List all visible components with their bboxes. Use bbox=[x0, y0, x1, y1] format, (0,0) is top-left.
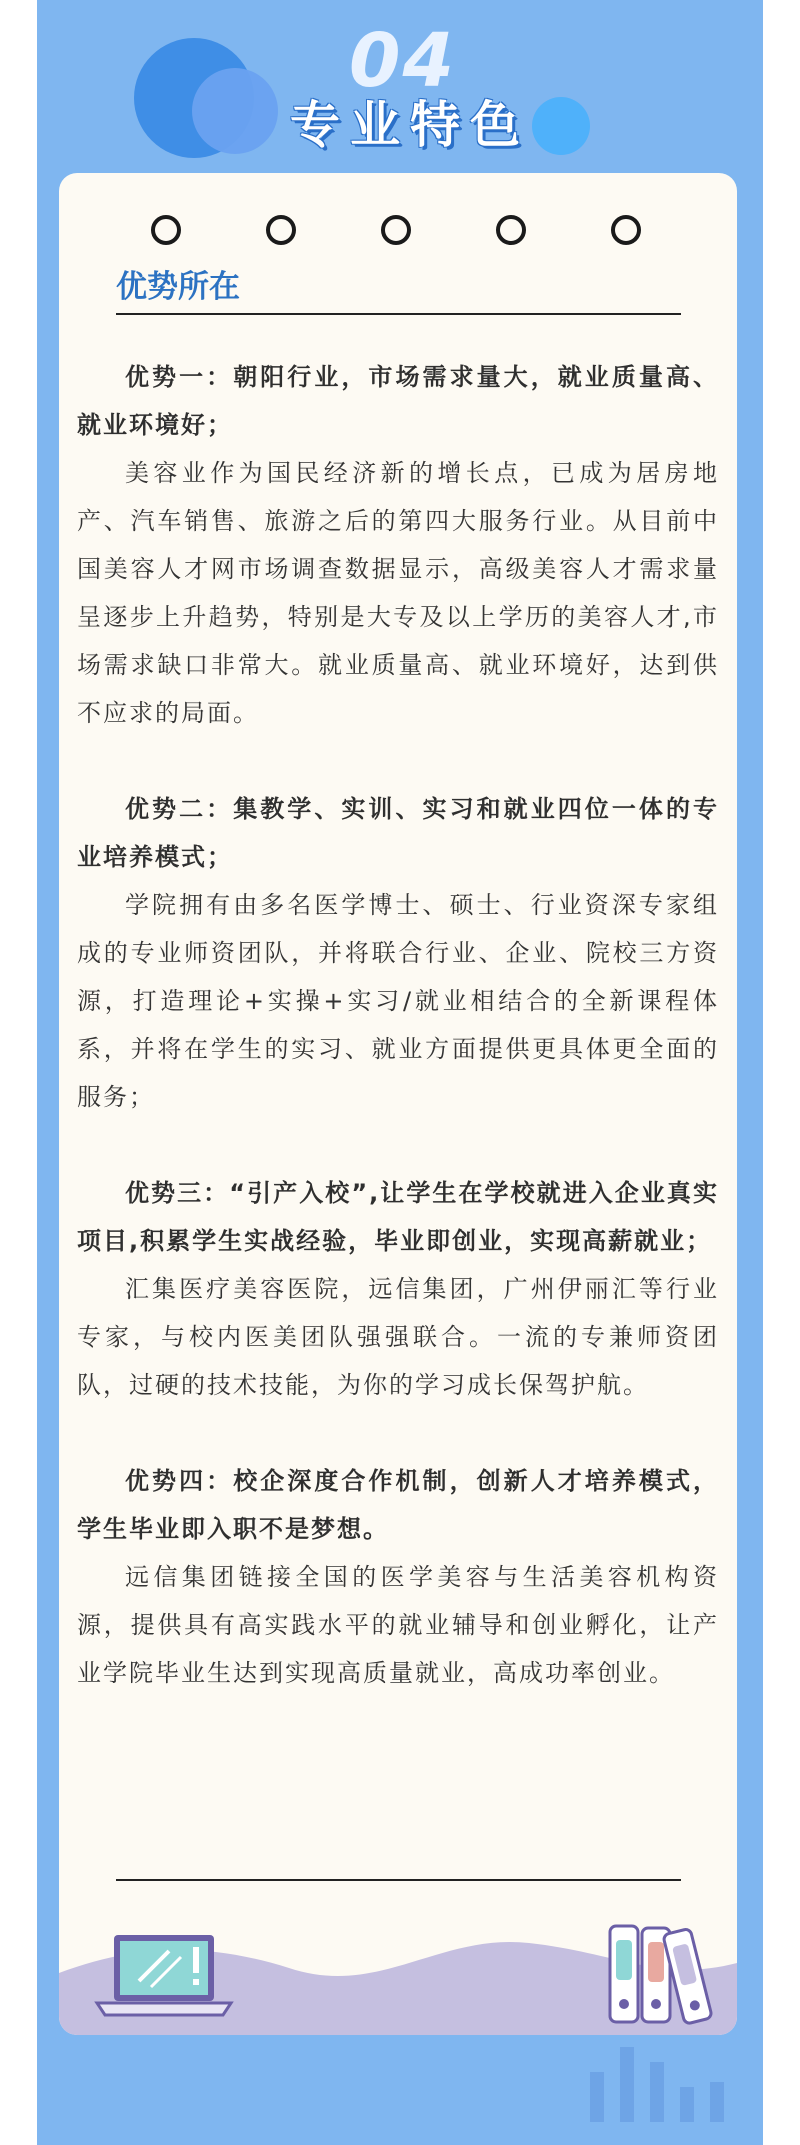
binder-ring bbox=[496, 215, 526, 245]
binder-ring bbox=[151, 215, 181, 245]
advantage-title: 优势四：校企深度合作机制，创新人才培养模式，学生毕业即入职不是梦想。 bbox=[77, 1467, 719, 1543]
advantage-body: 汇集医疗美容医院，远信集团，广州伊丽汇等行业专家，与校内医美团队强强联合。一流的专兼师资团队，过硬的技术技能，为你的学习成长保驾护航。 bbox=[77, 1275, 719, 1399]
advantage-title: 优势一：朝阳行业，市场需求量大，就业质量高、就业环境好； bbox=[77, 363, 719, 439]
binder-ring bbox=[611, 215, 641, 245]
advantages-list bbox=[77, 353, 719, 1697]
advantage-body: 学院拥有由多名医学博士、硕士、行业资深专家组成的专业师资团队，并将联合行业、企业、院校三方资源，打造理论+实操+实习/就业相结合的全新课程体系，并将在学生的实习、就业方面提供更具体更全面的服务； bbox=[77, 891, 719, 1111]
section-title: 专业特色 bbox=[290, 96, 530, 154]
advantage-item bbox=[77, 1457, 719, 1697]
bar-chart-icon bbox=[590, 2042, 763, 2122]
page bbox=[37, 0, 763, 2145]
advantage-body: 美容业作为国民经济新的增长点，已成为居房地产、汽车销售、旅游之后的第四大服务行业。从目前中国美容人才网市场调查数据显示，高级美容人才需求量呈逐步上升趋势，特别是大专及以上学历的美容人才,市场需求缺口非常大。就业质量高、就业环境好，达到供不应求的局面。 bbox=[77, 459, 719, 727]
advantage-item bbox=[77, 785, 719, 1121]
advantage-item bbox=[77, 353, 719, 737]
binder-rings bbox=[151, 215, 651, 245]
advantage-title: 优势三：“引产入校”,让学生在学校就进入企业真实项目,积累学生实战经验，毕业即创业，实现高薪就业； bbox=[77, 1179, 719, 1255]
divider-top bbox=[116, 313, 681, 315]
divider-bottom bbox=[116, 1879, 681, 1881]
decor-circle-medium bbox=[192, 68, 278, 154]
advantage-title: 优势二：集教学、实训、实习和就业四位一体的专业培养模式； bbox=[77, 795, 719, 871]
advantage-body: 远信集团链接全国的医学美容与生活美容机构资源，提供具有高实践水平的就业辅导和创业孵化，让产业学院毕业生达到实现高质量就业，高成功率创业。 bbox=[77, 1563, 719, 1687]
section-number: 04 bbox=[349, 18, 456, 104]
laptop-icon bbox=[89, 1931, 239, 2021]
decor-circle-small bbox=[532, 97, 590, 155]
binder-ring bbox=[266, 215, 296, 245]
card-heading: 优势所在 bbox=[116, 269, 240, 305]
content-card bbox=[59, 173, 737, 2035]
books-icon bbox=[604, 1918, 714, 2028]
binder-ring bbox=[381, 215, 411, 245]
advantage-item bbox=[77, 1169, 719, 1409]
